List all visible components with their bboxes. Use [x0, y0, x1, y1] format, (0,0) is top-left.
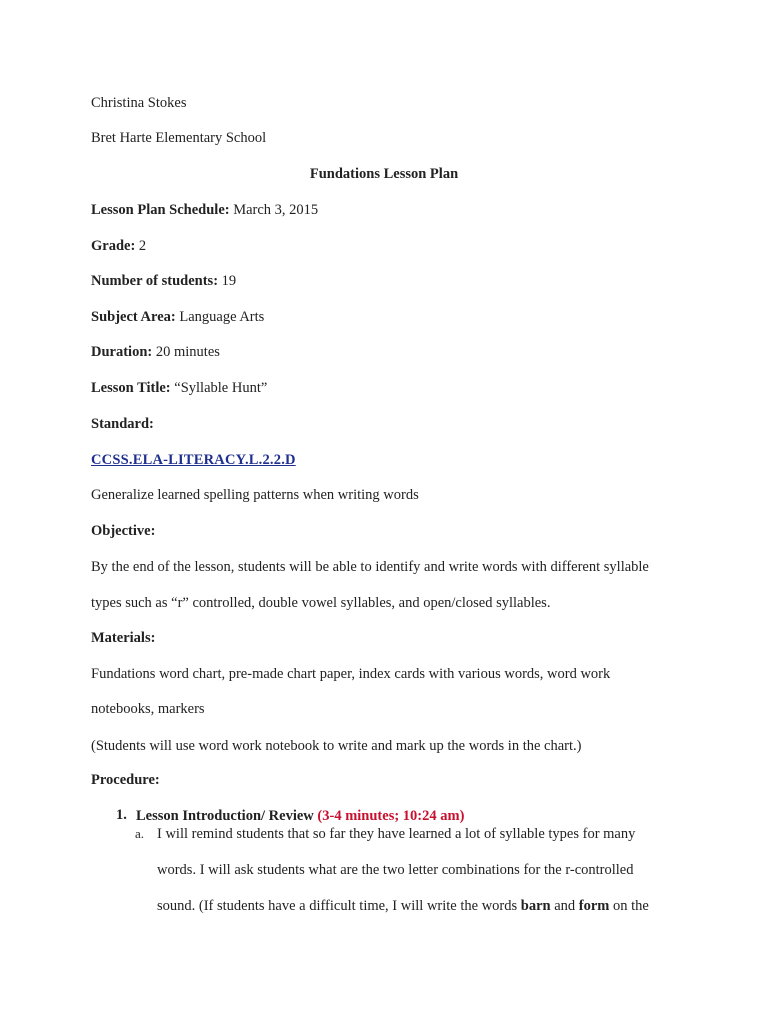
- step-1-title: Lesson Introduction/ Review: [136, 808, 314, 824]
- materials-line-3: (Students will use word work notebook to write and mark up the words in the chart.): [91, 738, 582, 754]
- materials-line-1: Fundations word chart, pre-made chart paper, index cards with various words, word work: [91, 666, 611, 682]
- sub-a-line-1: I will remind students that so far they have learned a lot of syllable types for many: [157, 826, 636, 842]
- lesson-title-row: [91, 379, 267, 397]
- schedule-label: Lesson Plan Schedule:: [91, 202, 230, 218]
- subject-label: Subject Area:: [91, 309, 176, 325]
- standard-code-link[interactable]: CCSS.ELA-LITERACY.L.2.2.D: [91, 452, 296, 468]
- duration-label: Duration:: [91, 344, 153, 360]
- sub-a-line-2: words. I will ask students what are the two letter combinations for the r-controlled: [157, 862, 634, 878]
- subject-row: [91, 308, 264, 326]
- objective-line-1: By the end of the lesson, students will be able to identify and write words with different syllable: [91, 559, 649, 575]
- standard-description: Generalize learned spelling patterns when writing words: [91, 487, 419, 503]
- word-form: form: [578, 898, 610, 914]
- sub-a-marker: a.: [135, 826, 145, 841]
- objective-line-2: types such as “r” controlled, double vowel syllables, and open/closed syllables.: [91, 595, 551, 611]
- sub-a-line-3-start: sound. (If students have a difficult time, I will write the words: [157, 898, 518, 914]
- word-barn: barn: [520, 898, 551, 914]
- materials-label: Materials:: [91, 630, 156, 646]
- procedure-label: Procedure:: [91, 772, 160, 788]
- schedule-value: March 3, 2015: [233, 202, 319, 218]
- sub-a-line-3: [157, 897, 649, 915]
- step-1-number: 1.: [116, 807, 127, 823]
- lesson-title-label: Lesson Title:: [91, 380, 171, 396]
- duration-value: 20 minutes: [155, 344, 220, 360]
- lesson-title-value: “Syllable Hunt”: [174, 380, 268, 396]
- and-text: and: [554, 898, 576, 914]
- materials-line-2: notebooks, markers: [91, 701, 205, 717]
- objective-label: Objective:: [91, 523, 156, 539]
- students-label: Number of students:: [91, 273, 219, 289]
- step-1-timing: (3-4 minutes; 10:24 am): [317, 808, 465, 824]
- step-1-heading: [136, 807, 464, 825]
- grade-row: [91, 237, 146, 255]
- standard-label: Standard:: [91, 416, 154, 432]
- grade-label: Grade:: [91, 238, 136, 254]
- author-name: Christina Stokes: [91, 95, 187, 111]
- schedule-row: [91, 201, 318, 219]
- grade-value: 2: [138, 238, 147, 254]
- document-title: Fundations Lesson Plan: [309, 166, 459, 182]
- line-3-end: on the: [613, 898, 649, 914]
- students-value: 19: [221, 273, 237, 289]
- subject-value: Language Arts: [179, 309, 265, 325]
- duration-row: [91, 343, 220, 361]
- students-row: [91, 272, 236, 290]
- school-name: Bret Harte Elementary School: [91, 130, 267, 146]
